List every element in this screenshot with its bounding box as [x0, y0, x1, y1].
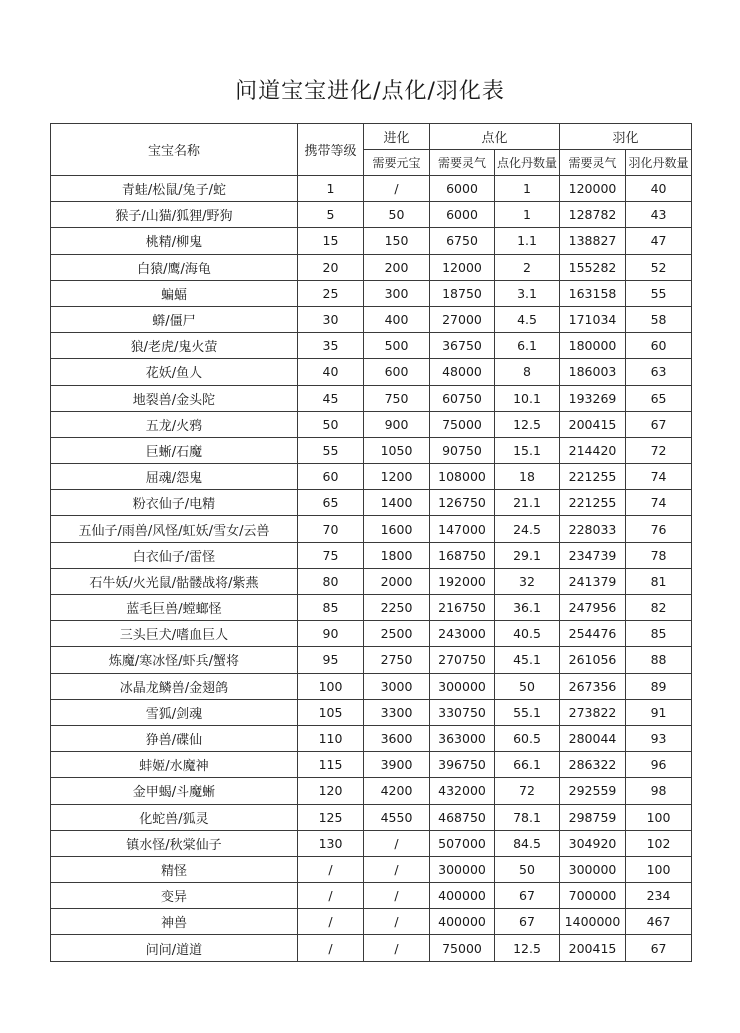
cell-feather-spirit: 180000: [560, 333, 626, 359]
cell-level: 60: [298, 464, 364, 490]
cell-enlighten-pills: 1.1: [495, 228, 560, 254]
table-row: [51, 385, 692, 411]
cell-enlighten-pills: 2: [495, 254, 560, 280]
cell-name: 五龙/火鸦: [51, 411, 298, 437]
cell-evolve-cost: 1200: [364, 464, 430, 490]
cell-level: /: [298, 883, 364, 909]
cell-enlighten-pills: 12.5: [495, 935, 560, 961]
cell-name: 白猿/鹰/海龟: [51, 254, 298, 280]
cell-feather-pills: 234: [626, 883, 692, 909]
cell-level: 1: [298, 176, 364, 202]
table-row: [51, 699, 692, 725]
cell-feather-pills: 102: [626, 830, 692, 856]
table-row: [51, 673, 692, 699]
cell-enlighten-pills: 6.1: [495, 333, 560, 359]
cell-enlighten-spirit: 330750: [430, 699, 495, 725]
cell-level: 85: [298, 595, 364, 621]
cell-evolve-cost: 600: [364, 359, 430, 385]
cell-evolve-cost: 1800: [364, 542, 430, 568]
cell-enlighten-spirit: 12000: [430, 254, 495, 280]
cell-name: 镇水怪/秋棠仙子: [51, 830, 298, 856]
cell-enlighten-pills: 1: [495, 202, 560, 228]
table-row: [51, 437, 692, 463]
cell-enlighten-spirit: 48000: [430, 359, 495, 385]
cell-enlighten-pills: 21.1: [495, 490, 560, 516]
cell-name: 蓝毛巨兽/螳螂怪: [51, 595, 298, 621]
cell-level: /: [298, 935, 364, 961]
cell-enlighten-pills: 18: [495, 464, 560, 490]
table-row: [51, 909, 692, 935]
table-row: [51, 490, 692, 516]
cell-enlighten-spirit: 60750: [430, 385, 495, 411]
cell-enlighten-pills: 8: [495, 359, 560, 385]
cell-feather-spirit: 214420: [560, 437, 626, 463]
cell-feather-spirit: 155282: [560, 254, 626, 280]
cell-enlighten-spirit: 90750: [430, 437, 495, 463]
cell-enlighten-pills: 29.1: [495, 542, 560, 568]
cell-evolve-cost: 900: [364, 411, 430, 437]
pet-evolution-table: [50, 123, 692, 962]
header-feather: 羽化: [560, 124, 692, 150]
cell-feather-pills: 65: [626, 385, 692, 411]
cell-name: 金甲蝎/斗魔蜥: [51, 778, 298, 804]
header-evolve: 进化: [364, 124, 430, 150]
cell-name: 石牛妖/火光鼠/骷髅战将/紫燕: [51, 568, 298, 594]
cell-enlighten-spirit: 300000: [430, 856, 495, 882]
cell-name: 炼魔/寒冰怪/虾兵/蟹将: [51, 647, 298, 673]
cell-feather-pills: 43: [626, 202, 692, 228]
cell-level: 20: [298, 254, 364, 280]
cell-enlighten-pills: 67: [495, 909, 560, 935]
cell-feather-pills: 76: [626, 516, 692, 542]
cell-level: /: [298, 856, 364, 882]
table-row: [51, 725, 692, 751]
cell-enlighten-spirit: 36750: [430, 333, 495, 359]
table-row: [51, 752, 692, 778]
cell-name: 蝙蝠: [51, 280, 298, 306]
cell-enlighten-pills: 72: [495, 778, 560, 804]
cell-enlighten-spirit: 27000: [430, 306, 495, 332]
cell-enlighten-spirit: 468750: [430, 804, 495, 830]
cell-feather-spirit: 193269: [560, 385, 626, 411]
cell-feather-spirit: 186003: [560, 359, 626, 385]
cell-level: 50: [298, 411, 364, 437]
cell-enlighten-pills: 3.1: [495, 280, 560, 306]
table-row: [51, 280, 692, 306]
cell-name: 问问/道道: [51, 935, 298, 961]
cell-feather-spirit: 1400000: [560, 909, 626, 935]
cell-feather-pills: 100: [626, 856, 692, 882]
cell-enlighten-pills: 66.1: [495, 752, 560, 778]
cell-enlighten-spirit: 6750: [430, 228, 495, 254]
cell-feather-spirit: 234739: [560, 542, 626, 568]
cell-feather-pills: 91: [626, 699, 692, 725]
cell-evolve-cost: /: [364, 909, 430, 935]
cell-level: 130: [298, 830, 364, 856]
cell-feather-spirit: 163158: [560, 280, 626, 306]
cell-feather-pills: 67: [626, 411, 692, 437]
cell-feather-spirit: 221255: [560, 464, 626, 490]
cell-enlighten-spirit: 6000: [430, 176, 495, 202]
cell-enlighten-spirit: 396750: [430, 752, 495, 778]
cell-enlighten-pills: 60.5: [495, 725, 560, 751]
cell-feather-spirit: 304920: [560, 830, 626, 856]
cell-evolve-cost: 1600: [364, 516, 430, 542]
cell-feather-spirit: 171034: [560, 306, 626, 332]
cell-feather-spirit: 700000: [560, 883, 626, 909]
page-title: 问道宝宝进化/点化/羽化表: [235, 79, 505, 104]
cell-enlighten-pills: 15.1: [495, 437, 560, 463]
table-row: [51, 568, 692, 594]
cell-level: 100: [298, 673, 364, 699]
cell-level: 80: [298, 568, 364, 594]
table-row: [51, 359, 692, 385]
cell-name: 精怪: [51, 856, 298, 882]
table-row: [51, 464, 692, 490]
cell-enlighten-pills: 10.1: [495, 385, 560, 411]
cell-evolve-cost: 300: [364, 280, 430, 306]
cell-feather-pills: 74: [626, 464, 692, 490]
cell-level: 40: [298, 359, 364, 385]
cell-enlighten-spirit: 363000: [430, 725, 495, 751]
cell-name: 桃精/柳鬼: [51, 228, 298, 254]
cell-evolve-cost: 4550: [364, 804, 430, 830]
cell-name: 白衣仙子/雷怪: [51, 542, 298, 568]
cell-feather-pills: 96: [626, 752, 692, 778]
cell-evolve-cost: /: [364, 176, 430, 202]
cell-name: 变异: [51, 883, 298, 909]
cell-enlighten-spirit: 75000: [430, 411, 495, 437]
table-row: [51, 176, 692, 202]
cell-level: 120: [298, 778, 364, 804]
cell-enlighten-pills: 50: [495, 673, 560, 699]
cell-level: 65: [298, 490, 364, 516]
cell-feather-spirit: 292559: [560, 778, 626, 804]
table-body: [51, 176, 692, 962]
cell-enlighten-spirit: 507000: [430, 830, 495, 856]
cell-feather-spirit: 247956: [560, 595, 626, 621]
table-row: [51, 254, 692, 280]
cell-level: 45: [298, 385, 364, 411]
cell-name: 化蛇兽/狐灵: [51, 804, 298, 830]
cell-evolve-cost: 1050: [364, 437, 430, 463]
cell-name: 蟒/僵尸: [51, 306, 298, 332]
cell-feather-spirit: 273822: [560, 699, 626, 725]
cell-enlighten-spirit: 216750: [430, 595, 495, 621]
cell-evolve-cost: 2500: [364, 621, 430, 647]
cell-evolve-cost: 750: [364, 385, 430, 411]
cell-feather-pills: 52: [626, 254, 692, 280]
cell-feather-spirit: 120000: [560, 176, 626, 202]
cell-evolve-cost: 2000: [364, 568, 430, 594]
cell-evolve-cost: 150: [364, 228, 430, 254]
cell-feather-pills: 81: [626, 568, 692, 594]
cell-evolve-cost: 1400: [364, 490, 430, 516]
cell-level: 115: [298, 752, 364, 778]
cell-level: 5: [298, 202, 364, 228]
cell-level: 35: [298, 333, 364, 359]
cell-enlighten-pills: 50: [495, 856, 560, 882]
cell-level: 70: [298, 516, 364, 542]
cell-feather-spirit: 286322: [560, 752, 626, 778]
cell-evolve-cost: 4200: [364, 778, 430, 804]
cell-enlighten-spirit: 192000: [430, 568, 495, 594]
cell-feather-pills: 63: [626, 359, 692, 385]
cell-evolve-cost: /: [364, 883, 430, 909]
header-name: 宝宝名称: [51, 124, 298, 176]
cell-evolve-cost: 2750: [364, 647, 430, 673]
cell-name: 青蛙/松鼠/兔子/蛇: [51, 176, 298, 202]
cell-feather-spirit: 298759: [560, 804, 626, 830]
cell-feather-spirit: 300000: [560, 856, 626, 882]
cell-feather-spirit: 241379: [560, 568, 626, 594]
table-row: [51, 202, 692, 228]
cell-enlighten-pills: 55.1: [495, 699, 560, 725]
header-level: 携带等级: [298, 124, 364, 176]
cell-feather-pills: 60: [626, 333, 692, 359]
cell-evolve-cost: 3600: [364, 725, 430, 751]
cell-feather-pills: 47: [626, 228, 692, 254]
cell-enlighten-pills: 24.5: [495, 516, 560, 542]
cell-enlighten-spirit: 75000: [430, 935, 495, 961]
cell-level: 110: [298, 725, 364, 751]
cell-name: 狼/老虎/鬼火萤: [51, 333, 298, 359]
cell-name: 五仙子/雨兽/风怪/虹妖/雪女/云兽: [51, 516, 298, 542]
cell-enlighten-pills: 12.5: [495, 411, 560, 437]
cell-feather-pills: 78: [626, 542, 692, 568]
cell-level: 90: [298, 621, 364, 647]
header-enlighten: 点化: [430, 124, 560, 150]
header-feather-spirit: 需要灵气: [560, 150, 626, 176]
cell-name: 猴子/山猫/狐狸/野狗: [51, 202, 298, 228]
cell-name: 狰兽/碟仙: [51, 725, 298, 751]
cell-feather-pills: 467: [626, 909, 692, 935]
cell-feather-spirit: 228033: [560, 516, 626, 542]
cell-evolve-cost: 500: [364, 333, 430, 359]
cell-enlighten-pills: 45.1: [495, 647, 560, 673]
cell-feather-pills: 72: [626, 437, 692, 463]
cell-feather-pills: 74: [626, 490, 692, 516]
header-enlighten-pills: 点化丹数量: [495, 150, 560, 176]
table-row: [51, 647, 692, 673]
cell-enlighten-spirit: 18750: [430, 280, 495, 306]
cell-feather-pills: 100: [626, 804, 692, 830]
cell-enlighten-spirit: 432000: [430, 778, 495, 804]
cell-enlighten-spirit: 6000: [430, 202, 495, 228]
cell-enlighten-pills: 36.1: [495, 595, 560, 621]
cell-name: 花妖/鱼人: [51, 359, 298, 385]
cell-name: 地裂兽/金头陀: [51, 385, 298, 411]
cell-evolve-cost: /: [364, 856, 430, 882]
cell-name: 雪狐/剑魂: [51, 699, 298, 725]
cell-feather-spirit: 254476: [560, 621, 626, 647]
cell-feather-spirit: 221255: [560, 490, 626, 516]
cell-feather-spirit: 280044: [560, 725, 626, 751]
cell-feather-spirit: 261056: [560, 647, 626, 673]
cell-feather-spirit: 267356: [560, 673, 626, 699]
header-row-1: [51, 124, 692, 150]
cell-level: /: [298, 909, 364, 935]
cell-evolve-cost: /: [364, 830, 430, 856]
table-row: [51, 595, 692, 621]
cell-enlighten-spirit: 400000: [430, 883, 495, 909]
cell-level: 75: [298, 542, 364, 568]
cell-evolve-cost: 2250: [364, 595, 430, 621]
cell-level: 95: [298, 647, 364, 673]
cell-feather-pills: 82: [626, 595, 692, 621]
cell-enlighten-spirit: 168750: [430, 542, 495, 568]
cell-enlighten-spirit: 300000: [430, 673, 495, 699]
table-row: [51, 542, 692, 568]
cell-enlighten-spirit: 243000: [430, 621, 495, 647]
cell-feather-spirit: 128782: [560, 202, 626, 228]
cell-feather-pills: 88: [626, 647, 692, 673]
cell-name: 蚌姬/水魔神: [51, 752, 298, 778]
cell-name: 神兽: [51, 909, 298, 935]
table-row: [51, 411, 692, 437]
cell-name: 巨蜥/石魔: [51, 437, 298, 463]
cell-evolve-cost: 3000: [364, 673, 430, 699]
cell-enlighten-pills: 32: [495, 568, 560, 594]
cell-evolve-cost: 200: [364, 254, 430, 280]
cell-feather-pills: 58: [626, 306, 692, 332]
cell-evolve-cost: 3900: [364, 752, 430, 778]
cell-feather-pills: 67: [626, 935, 692, 961]
table-row: [51, 883, 692, 909]
cell-level: 55: [298, 437, 364, 463]
cell-feather-pills: 40: [626, 176, 692, 202]
cell-evolve-cost: 50: [364, 202, 430, 228]
cell-evolve-cost: /: [364, 935, 430, 961]
cell-name: 三头巨犬/嗜血巨人: [51, 621, 298, 647]
table-row: [51, 935, 692, 961]
cell-feather-pills: 98: [626, 778, 692, 804]
cell-enlighten-pills: 4.5: [495, 306, 560, 332]
cell-evolve-cost: 400: [364, 306, 430, 332]
cell-feather-pills: 89: [626, 673, 692, 699]
cell-enlighten-pills: 40.5: [495, 621, 560, 647]
table-row: [51, 621, 692, 647]
table-row: [51, 778, 692, 804]
header-enlighten-spirit: 需要灵气: [430, 150, 495, 176]
cell-enlighten-spirit: 126750: [430, 490, 495, 516]
cell-feather-spirit: 200415: [560, 411, 626, 437]
table-row: [51, 516, 692, 542]
cell-name: 冰晶龙鳞兽/金翅鸽: [51, 673, 298, 699]
cell-feather-pills: 93: [626, 725, 692, 751]
cell-name: 屈魂/怨鬼: [51, 464, 298, 490]
cell-level: 15: [298, 228, 364, 254]
table-row: [51, 856, 692, 882]
cell-enlighten-pills: 67: [495, 883, 560, 909]
table-row: [51, 830, 692, 856]
table-row: [51, 333, 692, 359]
cell-evolve-cost: 3300: [364, 699, 430, 725]
table-row: [51, 306, 692, 332]
cell-level: 125: [298, 804, 364, 830]
cell-enlighten-pills: 1: [495, 176, 560, 202]
cell-feather-pills: 55: [626, 280, 692, 306]
cell-feather-spirit: 138827: [560, 228, 626, 254]
table-row: [51, 804, 692, 830]
cell-name: 粉衣仙子/电精: [51, 490, 298, 516]
cell-enlighten-spirit: 270750: [430, 647, 495, 673]
cell-enlighten-spirit: 108000: [430, 464, 495, 490]
cell-level: 25: [298, 280, 364, 306]
cell-enlighten-pills: 84.5: [495, 830, 560, 856]
cell-enlighten-pills: 78.1: [495, 804, 560, 830]
cell-enlighten-spirit: 147000: [430, 516, 495, 542]
cell-feather-pills: 85: [626, 621, 692, 647]
cell-feather-spirit: 200415: [560, 935, 626, 961]
header-feather-pills: 羽化丹数量: [626, 150, 692, 176]
header-evolve-cost: 需要元宝: [364, 150, 430, 176]
cell-enlighten-spirit: 400000: [430, 909, 495, 935]
cell-level: 105: [298, 699, 364, 725]
table-row: [51, 228, 692, 254]
cell-level: 30: [298, 306, 364, 332]
